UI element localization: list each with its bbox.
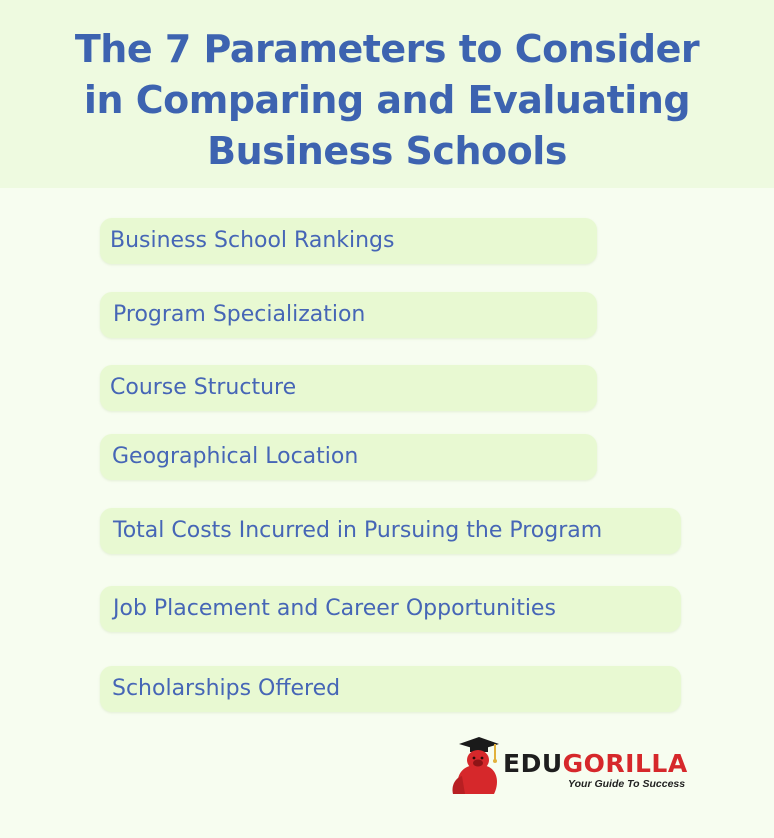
parameter-program-specialization: Program Specialization <box>100 292 597 338</box>
parameter-course-structure: Course Structure <box>100 365 597 411</box>
title-line-2: in Comparing and Evaluating <box>83 78 691 122</box>
brand-suffix: GORILLA <box>562 749 688 778</box>
parameter-total-costs: Total Costs Incurred in Pursuing the Program <box>100 508 681 554</box>
parameter-geographical-location: Geographical Location <box>100 434 597 480</box>
title-line-1: The 7 Parameters to Consider <box>74 27 700 71</box>
brand-name <box>503 750 688 778</box>
title-banner <box>0 0 774 188</box>
brand-tagline: Your Guide To Success <box>568 778 686 790</box>
brand-prefix: EDU <box>503 749 563 778</box>
edugorilla-logo <box>447 736 688 796</box>
parameter-scholarships: Scholarships Offered <box>100 666 681 712</box>
parameter-job-placement: Job Placement and Career Opportunities <box>100 586 681 632</box>
gorilla-graduation-cap-icon <box>447 736 501 796</box>
title-line-3: Business Schools <box>207 129 567 173</box>
parameter-business-school-rankings: Business School Rankings <box>100 218 597 264</box>
page-title <box>0 24 774 177</box>
